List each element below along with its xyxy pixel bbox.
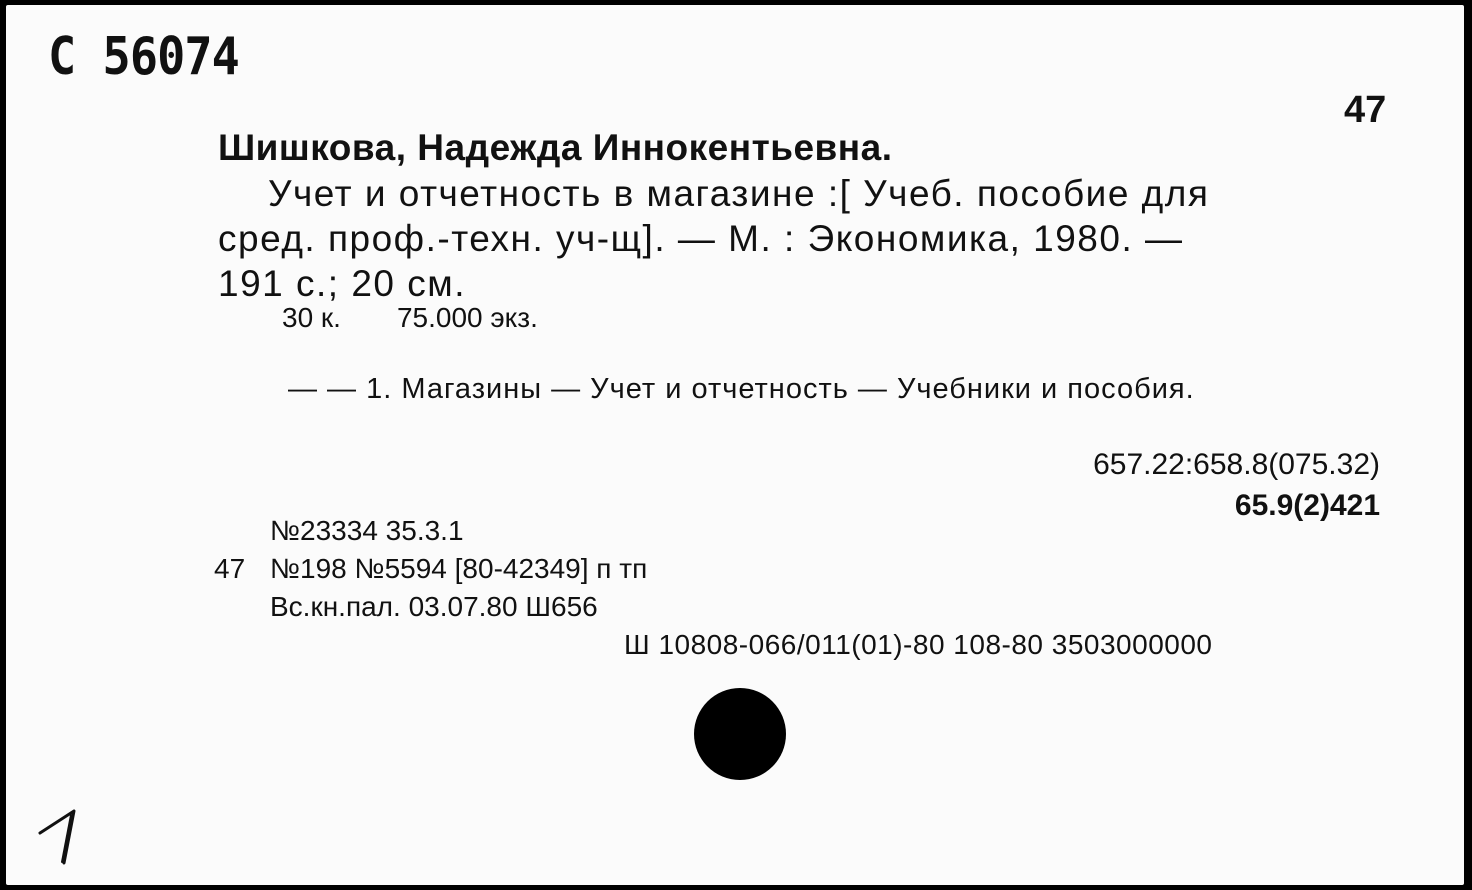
print-run: 75.000 экз.: [396, 302, 538, 333]
author-heading: Шишкова, Надежда Иннокентьевна.: [218, 127, 893, 168]
price-line: [282, 302, 538, 334]
catalog-card: [6, 5, 1464, 885]
call-number: C 56074: [48, 27, 239, 87]
tech-line-1: №23334 35.3.1: [270, 515, 464, 546]
corner-number: 47: [1344, 89, 1387, 131]
price: 30 к.: [282, 302, 341, 333]
handwritten-mark: [34, 805, 94, 870]
punch-hole: [694, 688, 786, 780]
description-line: сред. проф.-техн. уч-щ]. — М. : Экономика, 1980. —: [218, 218, 1184, 259]
tech-line-2: [214, 553, 647, 585]
tech-line-3: Вс.кн.пал. 03.07.80 Ш656: [270, 591, 598, 622]
description-line: 191 с.; 20 см.: [218, 263, 467, 304]
tech-line-2-text: №198 №5594 [80-42349] п тп: [270, 553, 648, 584]
udc-index: 657.22:658.8(075.32): [1093, 448, 1380, 481]
tech-line-2-prefix: 47: [214, 553, 246, 584]
bbk-index: 65.9(2)421: [1234, 489, 1380, 522]
tech-line-4: Ш 10808-066/011(01)-80 108-80 3503000000: [624, 629, 1213, 660]
description-line: Учет и отчетность в магазине :[ Учеб. пособие для: [268, 173, 1210, 214]
subject-heading: — — 1. Магазины — Учет и отчетность — Учебники и пособия.: [288, 373, 1195, 405]
